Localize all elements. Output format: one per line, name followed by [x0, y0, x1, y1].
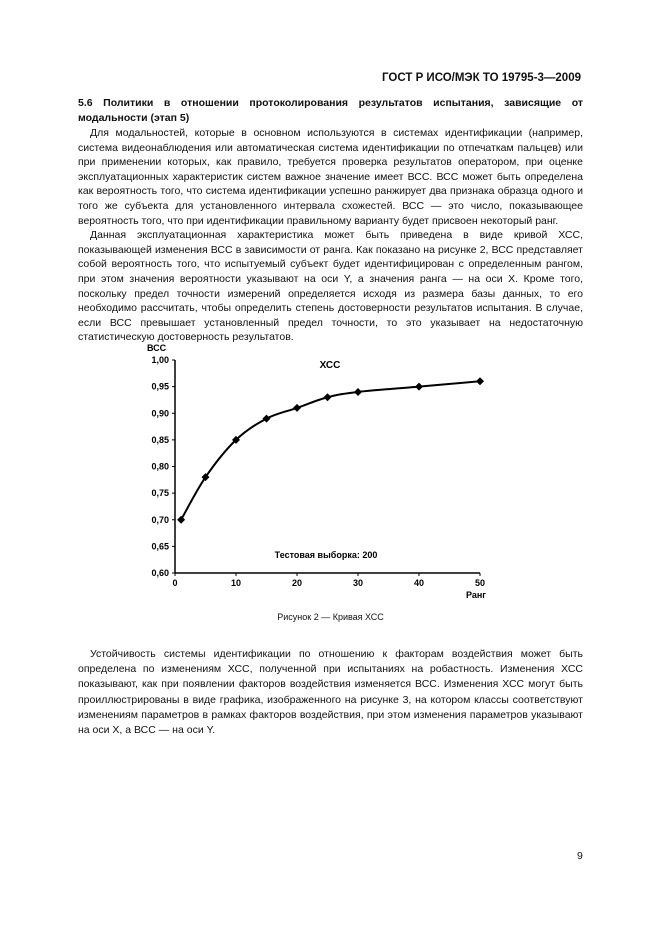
- chart-title: ХСС: [319, 360, 341, 371]
- x-tick-label: 40: [413, 578, 425, 588]
- x-tick-label: 50: [474, 578, 486, 588]
- y-tick-label: 0,80: [151, 461, 169, 472]
- y-axis-label: ВСС: [147, 343, 167, 353]
- x-axis-label: Ранг: [465, 590, 487, 600]
- y-tick-label: 1,00: [151, 355, 169, 365]
- body-text-top: [78, 126, 583, 345]
- data-point: [415, 383, 423, 391]
- chart-axes: [172, 360, 480, 576]
- y-tick-label: 0,90: [151, 408, 169, 419]
- figure-caption: Рисунок 2 — Кривая ХСС: [277, 612, 384, 622]
- data-point: [476, 377, 484, 385]
- data-markers: [177, 377, 484, 523]
- series-line: [181, 381, 480, 519]
- y-tick-labels: [151, 355, 169, 578]
- paragraph: Устойчивость системы идентификации по отношению к факторам воздействия может быть определена по изменениям ХСС, полученной при испытаниях на робастность. Изменения ХСС показывают, как при появлении факторов воздействия изменяется ВСС. Изменения ХСС могут быть проиллюстрированы в виде графика, изображенного на рисунке 3, на котором классы соответствуют изменениям параметров в рамках факторов воздействия, при этом изменения параметров указывают на оси X, а ВСС — на оси Y.: [78, 648, 583, 737]
- data-point: [263, 415, 271, 423]
- x-tick-labels: [172, 578, 485, 588]
- data-point: [177, 516, 185, 524]
- x-tick-label: 30: [352, 578, 364, 588]
- paragraph: Данная эксплуатационная характеристика может быть приведена в виде кривой ХСС, показывающей изменения ВСС в зависимости от ранга. Как показано на рисунке 2, ВСС представляет собой вероятность того, что испытуемый субъект будет идентифицирован с определенным рангом, при этом значения вероятности указывают на оси Y, а значения ранга — на оси X. Кроме того, поскольку предел точности измерений определяется исходя из размера базы данных, то его необходимо рассчитать, чтобы определить степень достоверности результатов испытания. В случае, если ВСС превышает установленный предел точности, то это указывает на недостаточную статистическую достоверность результатов.: [78, 229, 583, 344]
- document-header: ГОСТ Р ИСО/МЭК ТО 19795-3—2009: [382, 72, 581, 84]
- data-point: [324, 393, 332, 401]
- data-point: [293, 404, 301, 412]
- section-title: 5.6 Политики в отношении протоколирования результатов испытания, зависящие от модальности (этап 5): [78, 97, 583, 124]
- xcc-chart: [140, 340, 520, 600]
- x-tick-label: 20: [291, 578, 303, 588]
- y-tick-label: 0,70: [151, 514, 169, 525]
- y-tick-label: 0,60: [151, 568, 169, 578]
- y-tick-label: 0,95: [151, 381, 169, 392]
- x-tick-label: 0: [172, 578, 178, 588]
- y-tick-label: 0,75: [151, 488, 169, 499]
- y-tick-label: 0,85: [151, 434, 169, 445]
- page-number: 9: [577, 850, 583, 862]
- data-point: [354, 388, 362, 396]
- paragraph: Для модальностей, которые в основном используются в системах идентификации (например, система видеонаблюдения или автоматическая система идентификации по отпечаткам пальцев) или при применении которых, как правило, требуется проверка результатов оператором, при оценке эксплуатационных характеристик систем важное значение имеет ВСС. ВСС может быть определена как вероятность того, что система идентификации успешно ранжирует два признака образца одного и того же субъекта для установленного интервала схожестей. ВСС — это число, показывающее вероятность того, что при идентификации правильному варианту будет присвоен некоторый ранг.: [78, 127, 583, 227]
- body-text-bottom: [78, 647, 583, 738]
- y-tick-label: 0,65: [151, 541, 169, 552]
- sample-size-annotation: Тестовая выборка: 200: [274, 550, 378, 560]
- x-tick-label: 10: [230, 578, 242, 588]
